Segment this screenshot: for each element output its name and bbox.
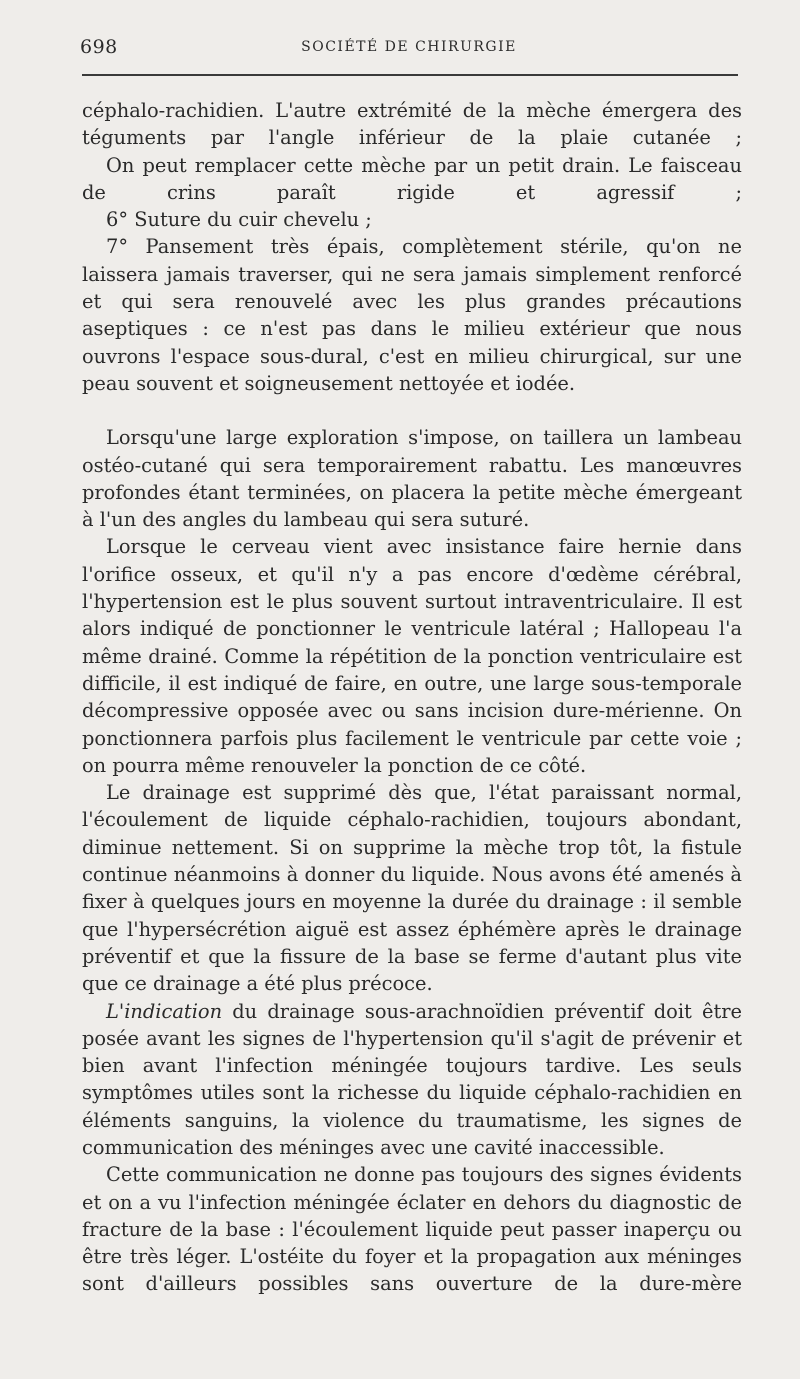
body-text bbox=[82, 97, 742, 1298]
italic-term: L'indication bbox=[106, 999, 223, 1023]
page-number: 698 bbox=[80, 36, 118, 58]
paragraph-4: 7° Pansement très épais, complètement stérile, qu'on ne laissera jamais traverser, qui ne sera jamais simplement renforcé et qui sera renouvelé avec les plus grandes précautions aseptiques : ce n'est pas dans le milieu extérieur que nous ouvrons l'espace sous-dural, c'est en milieu chirurgical, sur une peau souvent et soigneusement nettoyée et iodée. bbox=[82, 235, 742, 395]
paragraph-8-text: du drainage sous-arachnoïdien préventif doit être posée avant les signes de l'hypertension qu'il s'agit de prévenir et bien avant l'infection méningée toujours tardive. Les seuls symptômes utiles sont la richesse du liquide céphalo-rachidien en éléments sanguins, la violence du traumatisme, les signes de communication des méninges avec une cavité inaccessible. bbox=[82, 999, 742, 1159]
page-header bbox=[80, 36, 738, 62]
paragraph-2: On peut remplacer cette mèche par un petit drain. Le faisceau de crins paraît rigide et agressif ; bbox=[82, 153, 742, 204]
paragraph-6: Lorsque le cerveau vient avec insistance faire hernie dans l'orifice osseux, et qu'il n'y a pas encore d'œdème cérébral, l'hypertension est le plus souvent surtout intraventriculaire. Il est alors indiqué de ponctionner le ventricule latéral ; Hallopeau l'a même drainé. Comme la répétition de la ponction ventriculaire est difficile, il est indiqué de faire, en outre, une large sous-temporale décompressive opposée avec ou sans incision dure-mérienne. On ponctionnera parfois plus facilement le ventricule par cette voie ; on pourra même renouveler la ponction de ce côté. bbox=[82, 535, 742, 777]
running-title: SOCIÉTÉ DE CHIRURGIE bbox=[301, 39, 517, 55]
paragraph-8 bbox=[82, 998, 742, 1162]
paragraph-gap bbox=[82, 397, 742, 424]
paragraph-9: Cette communication ne donne pas toujours des signes évidents et on a vu l'infection méningée éclater en dehors du diagnostic de fracture de la base : l'écoulement liquide peut passer inaperçu ou être très léger. L'ostéite du foyer et la propagation aux méninges sont d'ailleurs possibles sans ouverture de la dure-mère bbox=[82, 1163, 742, 1296]
paragraph-3: 6° Suture du cuir chevelu ; bbox=[106, 208, 372, 232]
paragraph-7: Le drainage est supprimé dès que, l'état paraissant normal, l'écoulement de liquide céphalo-rachidien, toujours abondant, diminue nettement. Si on supprime la mèche trop tôt, la fistule continue néanmoins à donner du liquide. Nous avons été amenés à fixer à quelques jours en moyenne la durée du drainage : il semble que l'hypersécrétion aiguë est assez éphémère après le drainage préventif et que la fissure de la base se ferme d'autant plus vite que ce drainage a été plus précoce. bbox=[82, 781, 742, 996]
header-rule bbox=[82, 74, 738, 76]
paragraph-1: céphalo-rachidien. L'autre extrémité de la mèche émergera des téguments par l'angle inférieur de la plaie cutanée ; bbox=[82, 99, 742, 150]
paragraph-5: Lorsqu'une large exploration s'impose, on taillera un lambeau ostéo-cutané qui sera temporairement rabattu. Les manœuvres profondes étant terminées, on placera la petite mèche émergeant à l'un des angles du lambeau qui sera suturé. bbox=[82, 426, 742, 532]
